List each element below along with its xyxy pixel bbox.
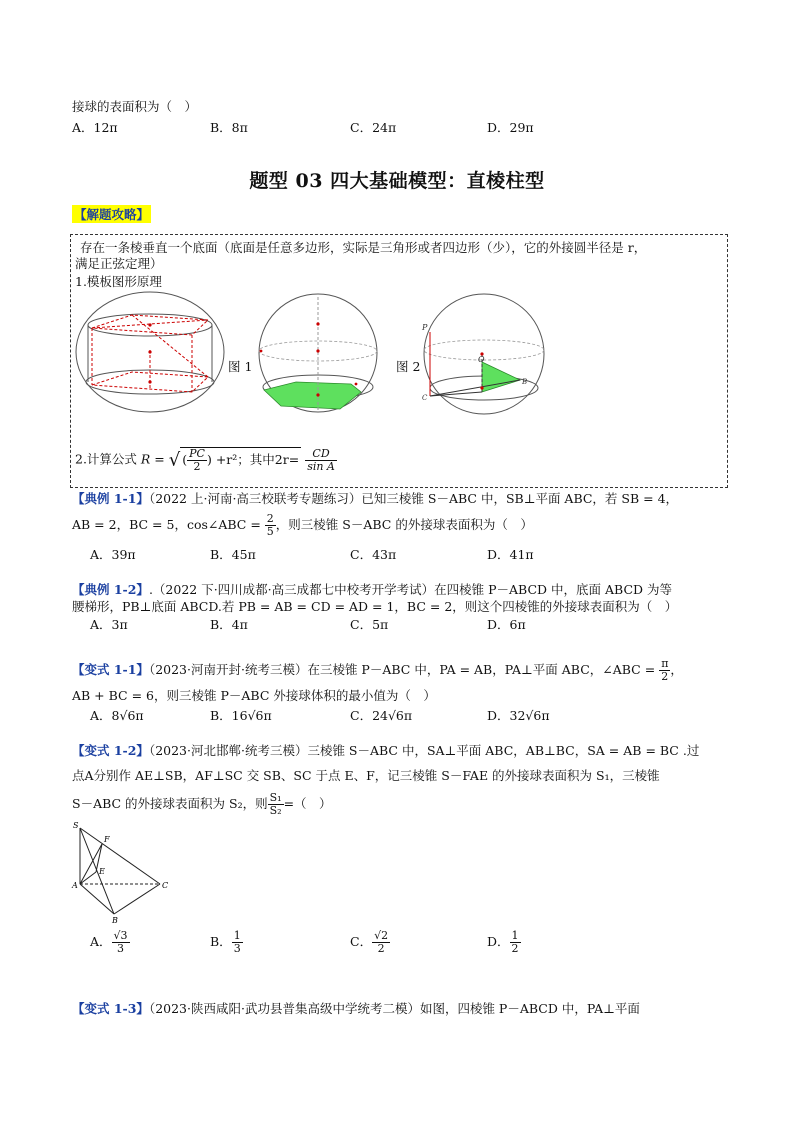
ex11-option-a: A．39π (90, 547, 136, 562)
option-a: A．12π (72, 120, 118, 135)
formula-r: R = (140, 451, 165, 467)
ex12-label: 【典例 1-2】 (72, 582, 149, 597)
v11-option-d: D．32√6π (487, 708, 550, 723)
v12-label: 【变式 1-2】 (72, 743, 149, 758)
svg-text:P: P (422, 323, 428, 332)
sphere-prism-figure (72, 290, 232, 415)
v12-option-a-letter: A． (90, 934, 112, 949)
ex12-line1 (72, 580, 672, 598)
formula-rest: +r²；其中2r= (215, 452, 300, 467)
v11-option-c: C．24√6π (350, 708, 413, 723)
ex12-option-c: C．5π (350, 617, 389, 632)
fig-label-s: S (73, 822, 79, 830)
tetrahedron-figure (70, 822, 175, 924)
ex11-text2a: AB = 2，BC = 5，cos∠ABC = (72, 517, 261, 532)
formula-cd: CD (305, 448, 337, 461)
v12-option-c-letter: C． (350, 934, 373, 949)
v12-option-a (90, 930, 130, 955)
svg-text:B: B (522, 378, 528, 386)
v12-option-b-den: 3 (233, 942, 241, 955)
ex11-line1 (72, 489, 678, 507)
strategy-line1: 存在一条棱垂直一个底面（底面是任意多边形，实际是三角形或者四边形（少），它的外接圆半径是 r， (80, 240, 647, 255)
ex12-line2: 腰梯形，PB⊥底面 ABCD.若 PB = AB = CD = AD = 1，BC = 2，则这个四棱锥的外接球表面积为（ ） (72, 599, 678, 614)
v13-text1: （2023·陕西咸阳·武功县普集高级中学统考二模）如图，四棱锥 P－ABCD 中，PA⊥平面 (148, 1001, 640, 1016)
v12-option-d-num: 1 (511, 929, 519, 942)
formula-line: 2.计算公式 R = √( $\frac{PC}{2}$ ) +r²；其中2r= $\frac{CD}{\text{sin A}}$ (75, 446, 335, 473)
option-b: B．8π (210, 120, 248, 135)
v12-option-d (487, 930, 521, 955)
v12-line1 (72, 741, 699, 759)
ex12-text1: .（2022 下·四川成都·高三成都七中校考开学考试）在四棱锥 P－ABCD 中，底面 ABCD 为等 (148, 582, 673, 597)
figure-2-label: 图 2 (396, 359, 421, 374)
ex11-text1: （2022 上·河南·高三校联考专题练习）已知三棱锥 S－ABC 中，SB⊥平面 ABC，若 SB = 4， (148, 491, 679, 506)
option-c: C．24π (350, 120, 397, 135)
ex11-option-b: B．45π (210, 547, 256, 562)
v11-frac-d: 2 (661, 670, 669, 683)
v12-option-c (350, 930, 390, 955)
ex11-frac-d: 5 (266, 525, 274, 538)
formula-two: 2 (193, 460, 201, 473)
v11-line1 (72, 658, 683, 683)
v12-option-d-letter: D． (487, 934, 510, 949)
v11-option-a: A．8√6π (90, 708, 144, 723)
strategy-step1: 1.模板图形原理 (75, 274, 162, 289)
ex11-option-c: C．43π (350, 547, 397, 562)
section-title: 题型 03 四大基础模型：直棱柱型 (249, 170, 545, 192)
v12-option-b-num: 1 (233, 929, 241, 942)
formula-prefix: 2.计算公式 (75, 451, 137, 467)
ex11-option-d: D．41π (487, 547, 534, 562)
v12-option-c-num: √2 (374, 929, 389, 942)
v11-text1b: ， (670, 662, 683, 677)
v12-option-c-den: 2 (377, 942, 385, 955)
fig-label-b: B (112, 916, 118, 924)
formula-pc: PC (189, 447, 205, 460)
fig-label-e: E (99, 867, 105, 876)
v12-option-d-den: 2 (511, 942, 519, 955)
v11-frac-n: π (661, 657, 669, 670)
strategy-tag: 【解题攻略】 (74, 207, 150, 222)
ex11-text2b: ，则三棱锥 S－ABC 的外接球表面积为（ ） (275, 517, 533, 532)
v11-option-b: B．16√6π (210, 708, 272, 723)
v12-option-b-letter: B． (210, 934, 232, 949)
v11-label: 【变式 1-1】 (72, 662, 149, 677)
fig-label-f: F (104, 835, 110, 844)
sqrt-sign: √ (168, 449, 181, 471)
v11-text1a: （2023·河南开封·统考三模）在三棱锥 P－ABC 中，PA = AB，PA⊥平面 ABC，∠ABC = (148, 662, 656, 677)
v12-option-a-num: √3 (113, 929, 128, 942)
fig-label-c: C (162, 881, 169, 890)
v12-text3b: =（ ） (283, 796, 332, 811)
v12-ratio-d: S₂ (269, 804, 282, 817)
ex11-label: 【典例 1-1】 (72, 491, 149, 506)
figure-2 (420, 292, 548, 416)
ex11-line2 (72, 513, 533, 538)
svg-text:O: O (478, 355, 485, 364)
ex12-option-d: D．6π (487, 617, 526, 632)
v12-line3 (72, 792, 332, 817)
fig-label-a: A (72, 881, 78, 890)
v11-line2: AB + BC = 6，则三棱锥 P－ABC 外接球体积的最小值为（ ） (72, 688, 436, 703)
v12-option-b (210, 930, 243, 955)
svg-text:C: C (422, 394, 428, 402)
v13-line1 (72, 999, 640, 1017)
v12-ratio-n: S₁ (269, 791, 282, 804)
v12-text1: （2023·河北邯郸·统考三模）三棱锥 S－ABC 中，SA⊥平面 ABC，AB⊥BC，SA = AB = BC .过 (148, 743, 700, 758)
figure-1-label: 图 1 (228, 359, 253, 374)
option-d: D．29π (487, 120, 534, 135)
strategy-line2: 满足正弦定理） (75, 256, 163, 271)
question-tail: 接球的表面积为（ ） (72, 99, 198, 114)
ex11-frac-n: 2 (266, 512, 274, 525)
ex12-option-b: B．4π (210, 617, 248, 632)
v12-option-a-den: 3 (117, 942, 125, 955)
ex12-option-a: A．3π (90, 617, 128, 632)
figure-1 (256, 292, 380, 414)
formula-sina: sin A (307, 459, 335, 473)
v12-line2: 点A分别作 AE⊥SB，AF⊥SC 交 SB、SC 于点 E、F，记三棱锥 S－FAE 的外接球表面积为 S₁，三棱锥 (72, 768, 660, 783)
v13-label: 【变式 1-3】 (72, 1001, 149, 1016)
v12-text3a: S－ABC 的外接球表面积为 S₂，则 (72, 796, 268, 811)
